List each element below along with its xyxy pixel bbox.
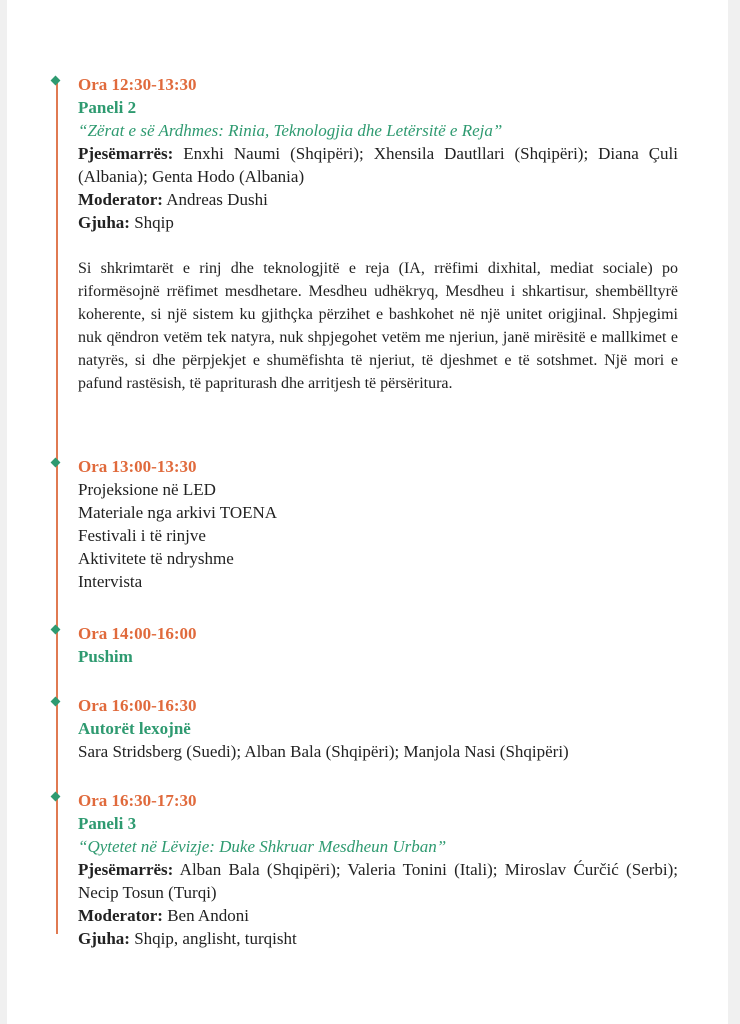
moderator-label: Moderator: <box>78 190 163 209</box>
participants-value: Alban Bala (Shqipëri); Valeria Tonini (Itali); Miroslav Ćurčić (Serbi); Necip Tosun (Turqi) <box>78 860 678 902</box>
section-time: Ora 13:00-13:30 <box>78 457 197 476</box>
list-item: Intervista <box>78 572 143 591</box>
moderator-value: Andreas Dushi <box>166 190 268 209</box>
section-title: Paneli 3 <box>78 814 137 833</box>
timeline-line <box>56 82 58 934</box>
section-time: Ora 12:30-13:30 <box>78 75 197 94</box>
list-item: Projeksione në LED <box>78 480 216 499</box>
language-label: Gjuha: <box>78 929 130 948</box>
list-item: Aktivitete të ndryshme <box>78 549 234 568</box>
section-time: Ora 14:00-16:00 <box>78 624 197 643</box>
section-time: Ora 16:30-17:30 <box>78 791 197 810</box>
program-section-activities <box>78 455 678 593</box>
timeline-diamond-icon <box>51 625 61 635</box>
program-section-panel-2 <box>78 73 678 395</box>
section-title: Autorët lexojnë <box>78 719 191 738</box>
participants-label: Pjesëmarrës: <box>78 860 174 879</box>
section-title: Paneli 2 <box>78 98 137 117</box>
section-description: Si shkrimtarët e rinj dhe teknologjitë e reja (IA, rrëfimi dixhital, mediat sociale) po riformësojnë rrëfimet mesdhetare. Mesdheu udhëkryq, Mesdheu i shkartisur, shembëlltyrë koherente, si një sistem ku gjithçka përzihet e bashkohet në një unitet origjinal. Shpjegimi nuk qëndron vetëm tek natyra, nuk shpjegohet vetëm me njeriun, janë mirësitë e mallkimet e natyrës, si dhe përpjekjet e shumëfishta të njeriut, të djeshmet e të sotshmet. Një mori e pafund rastësish, të papriturash dhe arritjesh të përsëritura. <box>78 260 678 392</box>
timeline-diamond-icon <box>51 76 61 86</box>
participants-line <box>78 858 678 904</box>
moderator-line <box>78 904 678 927</box>
program-page <box>7 0 728 1024</box>
moderator-label: Moderator: <box>78 906 163 925</box>
section-time: Ora 16:00-16:30 <box>78 696 197 715</box>
program-section-panel-3 <box>78 789 678 950</box>
language-line <box>78 927 678 950</box>
program-section-readings <box>78 694 678 763</box>
moderator-value: Ben Andoni <box>167 906 249 925</box>
section-subtitle: “Qytetet në Lëvizje: Duke Shkruar Mesdheun Urban” <box>78 837 447 856</box>
timeline-diamond-icon <box>51 697 61 707</box>
section-text: Sara Stridsberg (Suedi); Alban Bala (Shqipëri); Manjola Nasi (Shqipëri) <box>78 742 569 761</box>
section-subtitle: “Zërat e së Ardhmes: Rinia, Teknologjia dhe Letërsitë e Reja” <box>78 121 503 140</box>
timeline-diamond-icon <box>51 792 61 802</box>
timeline-diamond-icon <box>51 458 61 468</box>
language-label: Gjuha: <box>78 213 130 232</box>
participants-value: Enxhi Naumi (Shqipëri); Xhensila Dautllari (Shqipëri); Diana Çuli (Albania); Genta Hodo (Albania) <box>78 144 678 186</box>
list-item: Festivali i të rinjve <box>78 526 206 545</box>
language-value: Shqip, anglisht, turqisht <box>134 929 297 948</box>
moderator-line <box>78 188 678 211</box>
language-value: Shqip <box>134 213 174 232</box>
list-item: Materiale nga arkivi TOENA <box>78 503 278 522</box>
program-section-break <box>78 622 678 668</box>
participants-line <box>78 142 678 188</box>
language-line <box>78 211 678 234</box>
participants-label: Pjesëmarrës: <box>78 144 174 163</box>
section-title: Pushim <box>78 647 133 666</box>
